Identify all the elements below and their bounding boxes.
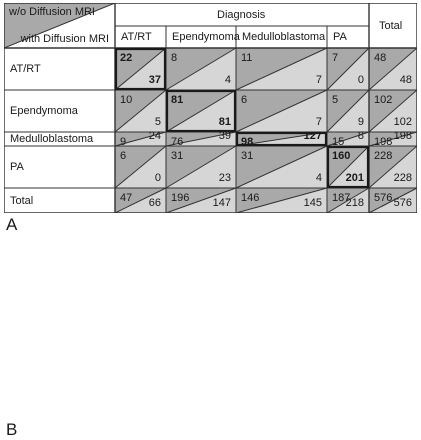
value-with-dmri: 0 bbox=[154, 172, 161, 184]
value-without-dmri: 160 bbox=[332, 150, 351, 162]
row-header: PA bbox=[10, 161, 24, 173]
value-without-dmri: 47 bbox=[120, 192, 133, 204]
column-header: Ependymoma bbox=[172, 31, 240, 43]
value-with-dmri: 218 bbox=[345, 197, 364, 209]
value-without-dmri: 76 bbox=[171, 136, 184, 148]
confusion-table-a bbox=[4, 3, 417, 213]
value-with-dmri: 7 bbox=[315, 74, 322, 86]
value-without-dmri: 9 bbox=[120, 136, 127, 148]
value-without-dmri: 7 bbox=[332, 52, 339, 64]
value-without-dmri: 10 bbox=[120, 94, 133, 106]
value-without-dmri: 6 bbox=[120, 150, 127, 162]
row-header: AT/RT bbox=[10, 63, 41, 75]
value-without-dmri: 98 bbox=[241, 136, 254, 148]
column-header: PA bbox=[333, 31, 347, 43]
diagnosis-header: Diagnosis bbox=[217, 8, 266, 21]
value-with-dmri: 66 bbox=[148, 197, 161, 209]
value-without-dmri: 198 bbox=[374, 136, 393, 148]
value-with-dmri: 37 bbox=[148, 74, 161, 86]
corner-bottom-label: with Diffusion MRI bbox=[20, 33, 109, 45]
row-header: Total bbox=[10, 194, 34, 207]
panel-label-b: B bbox=[6, 420, 18, 439]
column-header: AT/RT bbox=[121, 31, 152, 43]
value-without-dmri: 48 bbox=[374, 52, 387, 64]
value-with-dmri: 81 bbox=[218, 116, 231, 128]
value-without-dmri: 15 bbox=[332, 136, 345, 148]
value-without-dmri: 146 bbox=[241, 192, 260, 204]
value-without-dmri: 5 bbox=[332, 94, 339, 106]
corner-top-label: w/o Diffusion MRI bbox=[9, 6, 95, 18]
value-with-dmri: 23 bbox=[218, 172, 231, 184]
value-without-dmri: 11 bbox=[241, 52, 253, 64]
panel-label-a: A bbox=[6, 215, 18, 234]
total-header: Total bbox=[379, 19, 403, 32]
value-with-dmri: 0 bbox=[357, 74, 364, 86]
value-with-dmri: 7 bbox=[315, 116, 322, 128]
value-with-dmri: 39 bbox=[218, 130, 231, 142]
value-without-dmri: 187 bbox=[332, 192, 351, 204]
value-with-dmri: 228 bbox=[393, 172, 412, 184]
value-with-dmri: 4 bbox=[315, 172, 322, 184]
value-without-dmri: 576 bbox=[374, 192, 393, 204]
value-with-dmri: 4 bbox=[224, 74, 231, 86]
value-with-dmri: 8 bbox=[357, 130, 364, 142]
value-with-dmri: 576 bbox=[393, 197, 412, 209]
value-without-dmri: 228 bbox=[374, 150, 393, 162]
value-without-dmri: 102 bbox=[374, 94, 393, 106]
value-with-dmri: 24 bbox=[148, 130, 161, 142]
value-without-dmri: 31 bbox=[171, 150, 184, 162]
value-with-dmri: 147 bbox=[212, 197, 231, 209]
value-without-dmri: 22 bbox=[120, 52, 133, 64]
value-without-dmri: 8 bbox=[171, 52, 178, 64]
row-header: Ependymoma bbox=[10, 105, 78, 117]
value-with-dmri: 145 bbox=[303, 197, 322, 209]
value-with-dmri: 102 bbox=[393, 116, 412, 128]
column-header: Medulloblastoma bbox=[242, 31, 326, 43]
row-header: Medulloblastoma bbox=[10, 133, 94, 145]
value-with-dmri: 9 bbox=[357, 116, 364, 128]
value-with-dmri: 201 bbox=[345, 172, 364, 184]
value-without-dmri: 196 bbox=[171, 192, 190, 204]
value-with-dmri: 5 bbox=[154, 116, 161, 128]
value-with-dmri: 48 bbox=[399, 74, 412, 86]
value-with-dmri: 127 bbox=[303, 130, 322, 142]
value-without-dmri: 6 bbox=[241, 94, 248, 106]
value-without-dmri: 81 bbox=[171, 94, 184, 106]
value-without-dmri: 31 bbox=[241, 150, 254, 162]
value-with-dmri: 198 bbox=[393, 130, 412, 142]
